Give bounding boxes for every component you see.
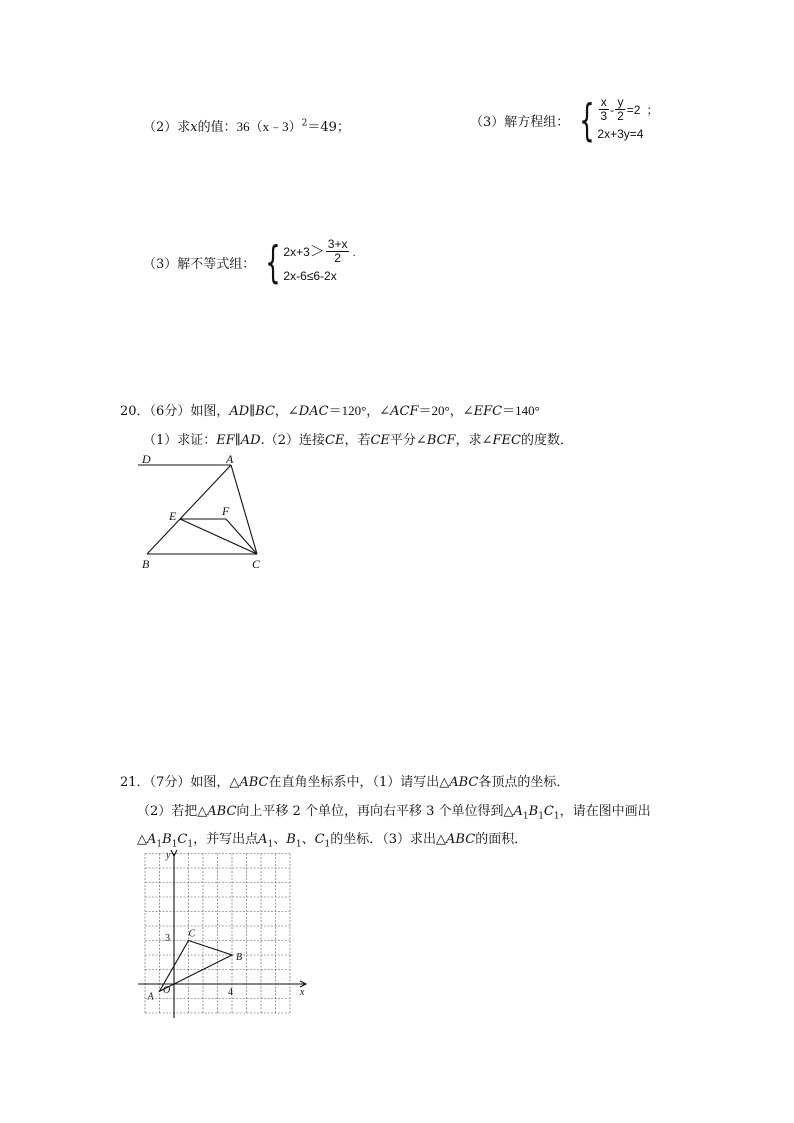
equation-rhs: =2 <box>626 102 641 117</box>
vertex: B <box>528 804 539 819</box>
vertex: A <box>258 832 268 847</box>
exponent: 2 <box>301 118 308 129</box>
q20-geometry-figure <box>130 448 280 573</box>
inequality-system <box>259 238 355 287</box>
line-EC <box>180 519 257 554</box>
subscript: 1 <box>522 811 529 822</box>
text: （2）若把△ <box>137 804 208 819</box>
point-label-A: A <box>226 452 234 466</box>
line-AC <box>231 465 257 554</box>
y-axis-arrow-icon <box>171 850 177 856</box>
problem-3-inequality-system <box>143 238 356 287</box>
angle-value: ＝140° <box>502 403 540 418</box>
vertex: A <box>147 832 157 847</box>
vertex-label-A: A <box>147 991 154 1003</box>
angle-name: BCF <box>426 433 456 448</box>
denominator: 2 <box>617 109 624 123</box>
q21-line-1 <box>120 771 569 790</box>
q20-line-2 <box>143 429 573 448</box>
text: （1）求证： <box>143 433 217 448</box>
subscript: 1 <box>553 811 560 822</box>
denominator: 2 <box>334 251 341 265</box>
angle-name: ACF <box>390 404 419 419</box>
tick-label-x-4: 4 <box>228 987 233 998</box>
angle-name: EFC <box>473 404 503 419</box>
problem-label: （3）解不等式组： <box>143 257 256 272</box>
text: ，求∠ <box>455 433 493 448</box>
problem-label: （3）解方程组： <box>470 115 570 130</box>
numerator: 3+x <box>327 237 348 251</box>
text: ，请在图中画出 <box>559 804 651 819</box>
segment-name: CE <box>370 433 390 448</box>
text: 平分∠ <box>389 433 427 448</box>
subscript: 1 <box>538 811 544 822</box>
problem-3-system <box>470 96 659 145</box>
left-brace-icon: { <box>265 236 282 288</box>
problem-label: （2）求 <box>143 120 191 135</box>
text: 的面积． <box>475 832 528 847</box>
segment-name: CE <box>325 433 345 448</box>
text: △ <box>137 832 147 847</box>
vertex: C <box>543 804 554 819</box>
inequality-lhs: 2x+3 <box>283 244 310 259</box>
left-brace-icon: { <box>579 94 596 146</box>
subscript: 1 <box>324 839 331 850</box>
vertex: B <box>162 832 172 847</box>
text: .（2）连接 <box>260 433 326 448</box>
punctuation: ； <box>646 102 659 117</box>
text: 的值： <box>197 120 237 135</box>
q20-line-1 <box>120 400 540 419</box>
inequality-row-1 <box>283 238 355 265</box>
point-label-B: B <box>142 557 150 571</box>
y-axis-label: y <box>166 850 171 861</box>
triangle-name: ABC <box>207 804 237 819</box>
text: 、 <box>273 832 287 847</box>
text: ，∠ <box>366 404 391 419</box>
point-label-F: F <box>222 504 230 518</box>
punctuation: . <box>352 244 356 259</box>
operator: - <box>610 102 615 117</box>
point-label-D: D <box>142 452 151 466</box>
q21-coordinate-grid <box>136 848 316 1020</box>
math: EF∥AD <box>216 433 261 448</box>
subscript: 1 <box>171 839 178 850</box>
equation-row-2: 2x+3y=4 <box>597 127 644 141</box>
math: AD∥BC <box>229 404 275 419</box>
vertex: C <box>177 832 188 847</box>
text: 向上平移 2 个单位，再向右平移 3 个单位得到△ <box>236 804 514 819</box>
origin-label: O <box>163 985 171 996</box>
text: ，∠ <box>274 404 299 419</box>
numerator: x <box>600 95 607 109</box>
angle-name: DAC <box>298 404 329 419</box>
inequality-row-2: 2x-6≤6-2x <box>283 269 337 283</box>
text: 的坐标．（3）求出△ <box>330 832 447 847</box>
text: 20．（6分）如图， <box>120 404 230 419</box>
numerator: y <box>617 95 624 109</box>
vertex-label-C: C <box>188 928 196 940</box>
text: ，若 <box>344 433 371 448</box>
vertex-label-B: B <box>236 952 243 963</box>
denominator: 3 <box>600 109 608 123</box>
subscript: 1 <box>156 839 163 850</box>
text: 的度数． <box>520 433 573 448</box>
vertex: B <box>286 832 296 847</box>
q21-line-2 <box>137 800 651 822</box>
q21-line-3 <box>137 828 527 850</box>
text: 、 <box>301 832 315 847</box>
point-label-C: C <box>252 557 261 571</box>
text: 在直角坐标系中，（1）请写出△ <box>268 775 450 790</box>
point-label-E: E <box>169 509 177 523</box>
subscript: 1 <box>187 839 194 850</box>
angle-value: ＝120° <box>328 403 367 418</box>
operator: ＞ <box>309 242 325 260</box>
subscript: 1 <box>267 839 274 850</box>
variable: x <box>190 120 198 135</box>
vertex: C <box>314 832 325 847</box>
text: 21．（7分）如图，△ <box>120 775 240 790</box>
triangle-name: ABC <box>449 775 479 790</box>
x-axis-label: x <box>300 987 305 998</box>
angle-name: FEC <box>492 433 521 448</box>
vertex: A <box>513 804 523 819</box>
angle-value: ＝20° <box>418 403 450 418</box>
text: ，∠ <box>449 404 474 419</box>
triangle-name: ABC <box>239 775 269 790</box>
text: 各顶点的坐标． <box>478 775 570 790</box>
equation: 36（x﹣3） <box>236 119 302 134</box>
equation-row-1 <box>597 96 658 123</box>
problem-2-sqrt <box>143 116 350 135</box>
subscript: 1 <box>295 839 302 850</box>
line-AB <box>147 465 231 554</box>
equation-rhs: ＝49； <box>307 120 350 135</box>
text: ，并写出点 <box>193 832 259 847</box>
triangle-name: ABC <box>446 832 476 847</box>
tick-label-y-3: 3 <box>165 933 170 944</box>
equation-system <box>573 96 658 145</box>
